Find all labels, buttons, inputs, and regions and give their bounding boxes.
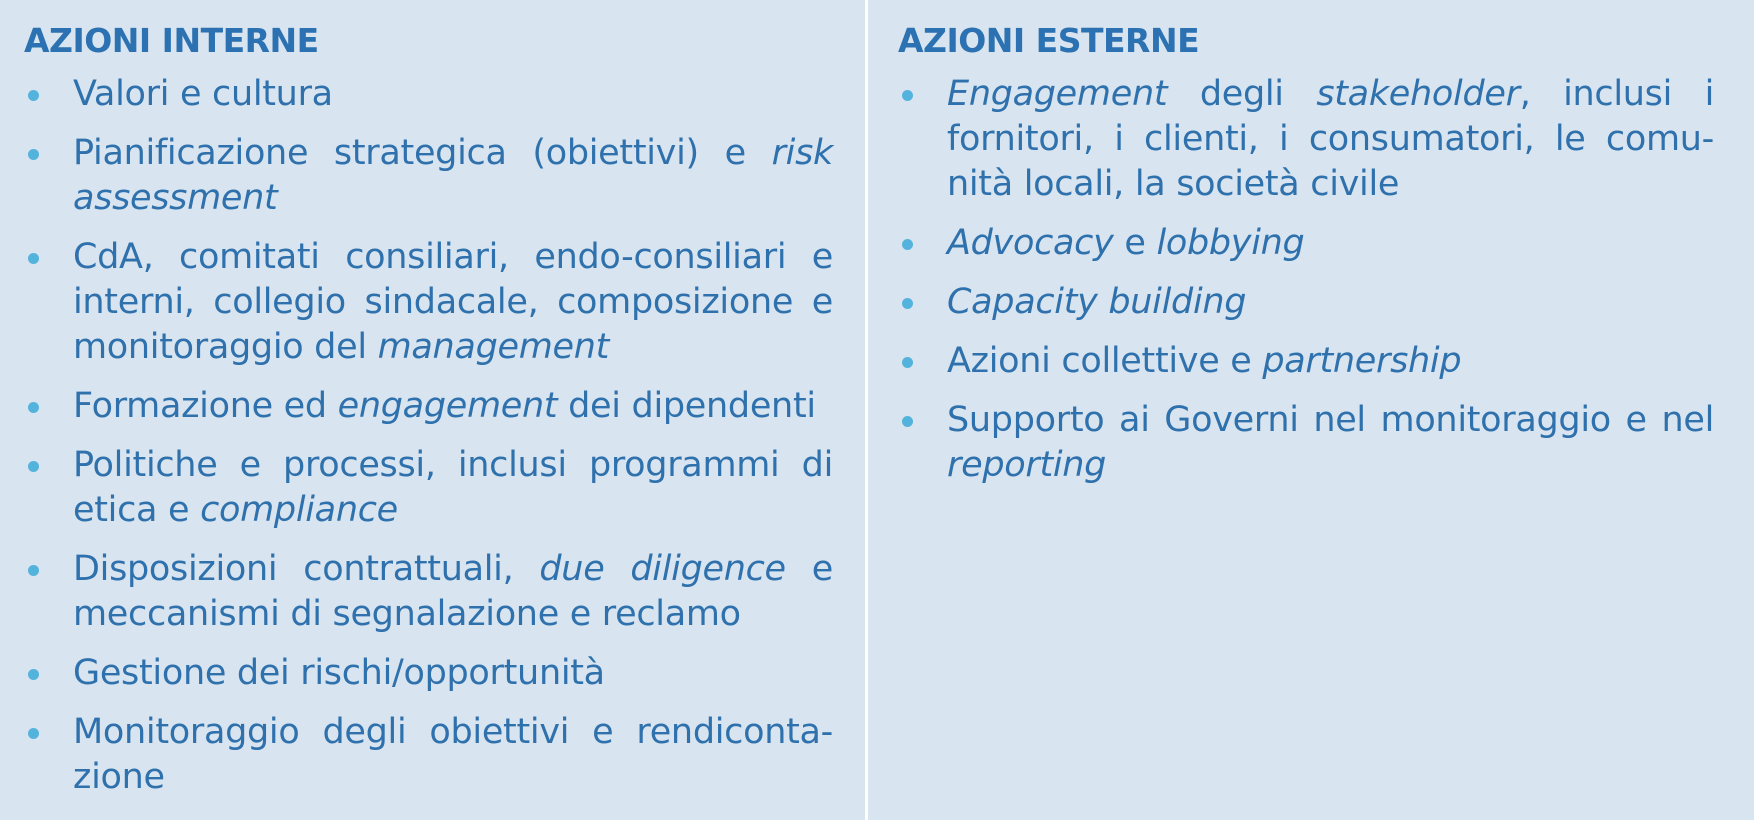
list-item: Advocacy e lobbying	[898, 221, 1714, 266]
bullet-dot	[28, 565, 39, 576]
bullet-dot	[902, 90, 913, 101]
bullet-dot	[902, 298, 913, 309]
bullet-dot	[28, 90, 39, 101]
internal-actions-heading: AZIONI INTERNE	[24, 21, 319, 60]
list-item: Politiche e processi, inclusi programmi di etica e compliance	[24, 443, 833, 533]
list-item: Azioni collettive e partnership	[898, 339, 1714, 384]
external-actions-column	[868, 0, 1754, 820]
bullet-dot	[28, 728, 39, 739]
bullet-dot	[28, 149, 39, 160]
external-actions-heading: AZIONI ESTERNE	[898, 21, 1200, 60]
list-item: Pianificazione strategica (obiettivi) e risk assessment	[24, 131, 833, 221]
internal-actions-list	[24, 72, 833, 800]
list-item: Valori e cultura	[24, 72, 833, 117]
bullet-dot	[28, 461, 39, 472]
bullet-dot	[902, 357, 913, 368]
list-item: CdA, comitati consiliari, endo-consiliari e interni, collegio sindacale, composizione e monitoraggio del management	[24, 235, 833, 370]
list-item: Capacity building	[898, 280, 1714, 325]
bullet-dot	[28, 253, 39, 264]
list-item: Engagement degli stakeholder, inclusi i fornitori, i clienti, i consumatori, le comu-nità locali, la società civile	[898, 72, 1714, 207]
bullet-dot	[902, 416, 913, 427]
bullet-dot	[28, 669, 39, 680]
bullet-dot	[28, 402, 39, 413]
list-item: Gestione dei rischi/opportunità	[24, 651, 833, 696]
list-item: Supporto ai Governi nel monitoraggio e nel reporting	[898, 398, 1714, 488]
external-actions-list	[898, 72, 1714, 488]
list-item: Disposizioni contrattuali, due diligence e meccanismi di segnalazione e reclamo	[24, 547, 833, 637]
list-item: Monitoraggio degli obiettivi e rendiconta-zione	[24, 710, 833, 800]
bullet-dot	[902, 239, 913, 250]
list-item: Formazione ed engagement dei dipendenti	[24, 384, 833, 429]
internal-actions-column	[0, 0, 865, 820]
